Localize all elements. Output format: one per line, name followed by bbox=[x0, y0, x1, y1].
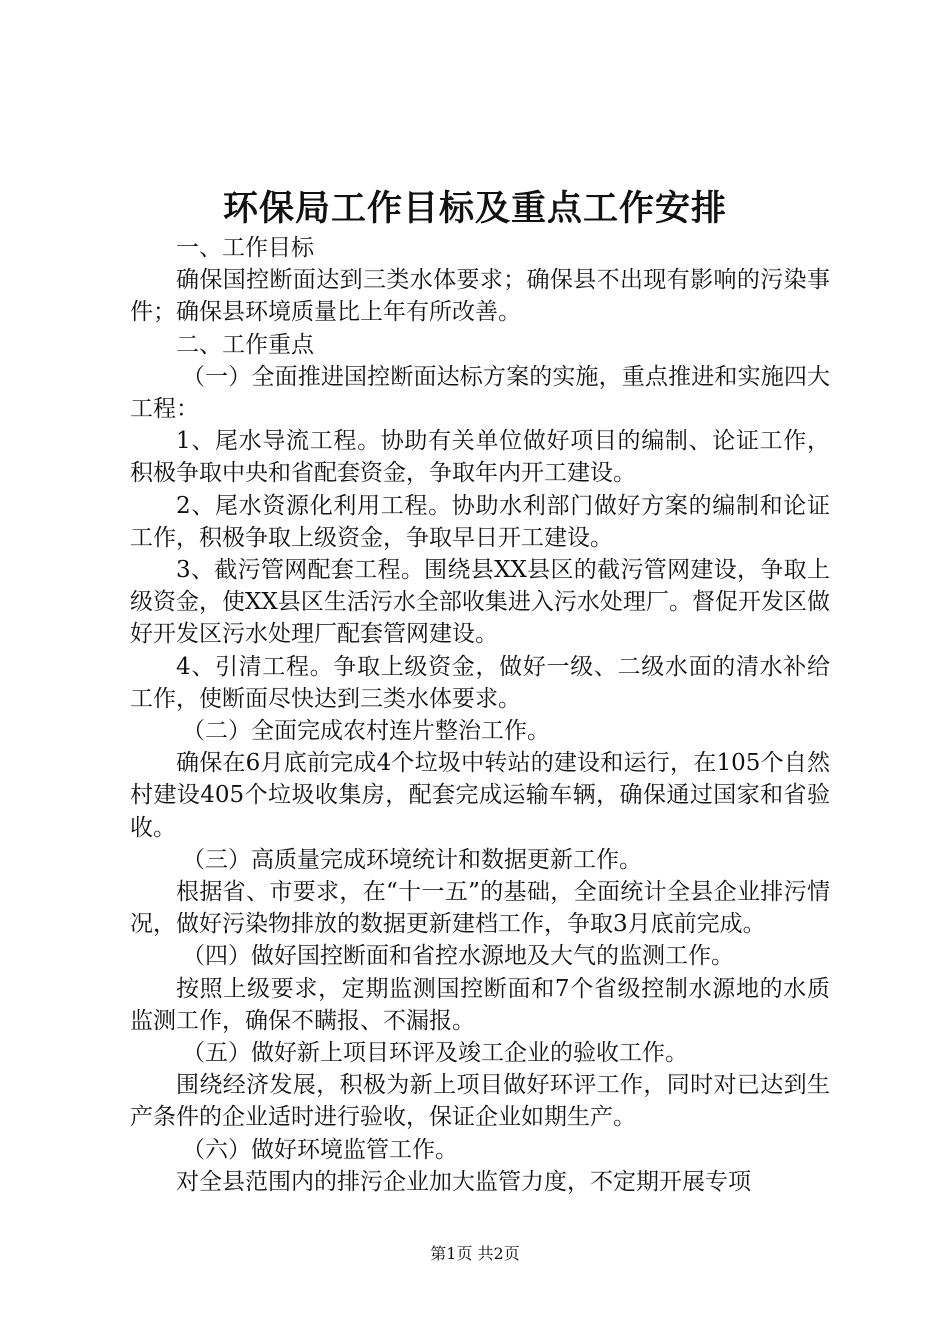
paragraph: 确保在6月底前完成4个垃圾中转站的建设和运行，在105个自然村建设405个垃圾收集房，配套完成运输车辆，确保通过国家和省验收。 bbox=[130, 750, 830, 841]
subsection-heading: （一）全面推进国控断面达标方案的实施，重点推进和实施四大工程： bbox=[130, 363, 830, 423]
paragraph: 确保国控断面达到三类水体要求；确保县不出现有影响的污染事件；确保县环境质量比上年有所改善。 bbox=[130, 267, 830, 326]
paragraph: 围绕经济发展，积极为新上项目做好环评工作，同时对已达到生产条件的企业适时进行验收，保证企业如期生产。 bbox=[130, 1072, 830, 1131]
paragraph: 根据省、市要求，在“十一五”的基础，全面统计全县企业排污情况，做好污染物排放的数据更新建档工作，争取3月底前完成。 bbox=[130, 879, 830, 938]
list-item: 1、尾水导流工程。协助有关单位做好项目的编制、论证工作，积极争取中央和省配套资金，争取年内开工建设。 bbox=[130, 428, 830, 487]
section-heading: 二、工作重点 bbox=[176, 331, 314, 358]
document-title: 环保局工作目标及重点工作安排 bbox=[222, 188, 727, 229]
list-item: 4、引清工程。争取上级资金，做好一级、二级水面的清水补给工作，使断面尽快达到三类水体要求。 bbox=[130, 653, 830, 712]
list-item: 3、截污管网配套工程。围绕县XX县区的截污管网建设，争取上级资金，使XX县区生活污水全部收集进入污水处理厂。督促开发区做好开发区污水处理厂配套管网建设。 bbox=[130, 557, 830, 648]
section-heading: 一、工作目标 bbox=[176, 235, 314, 261]
subsection-heading: （六）做好环境监管工作。 bbox=[182, 1136, 458, 1163]
subsection-heading: （三）高质量完成环境统计和数据更新工作。 bbox=[182, 846, 642, 873]
paragraph: 对全县范围内的排污企业加大监管力度，不定期开展专项 bbox=[176, 1168, 751, 1195]
paragraph: 按照上级要求，定期监测国控断面和7个省级控制水源地的水质监测工作，确保不瞒报、不漏报。 bbox=[130, 975, 830, 1034]
list-item: 2、尾水资源化利用工程。协助水利部门做好方案的编制和论证工作，积极争取上级资金，争取早日开工建设。 bbox=[130, 492, 830, 551]
page-number: 第1页 共2页 bbox=[430, 1244, 520, 1263]
subsection-heading: （五）做好新上项目环评及竣工企业的验收工作。 bbox=[182, 1040, 688, 1067]
subsection-heading: （四）做好国控断面和省控水源地及大气的监测工作。 bbox=[182, 943, 734, 970]
document-body bbox=[130, 232, 830, 1198]
subsection-heading: （二）全面完成农村连片整治工作。 bbox=[182, 718, 550, 745]
